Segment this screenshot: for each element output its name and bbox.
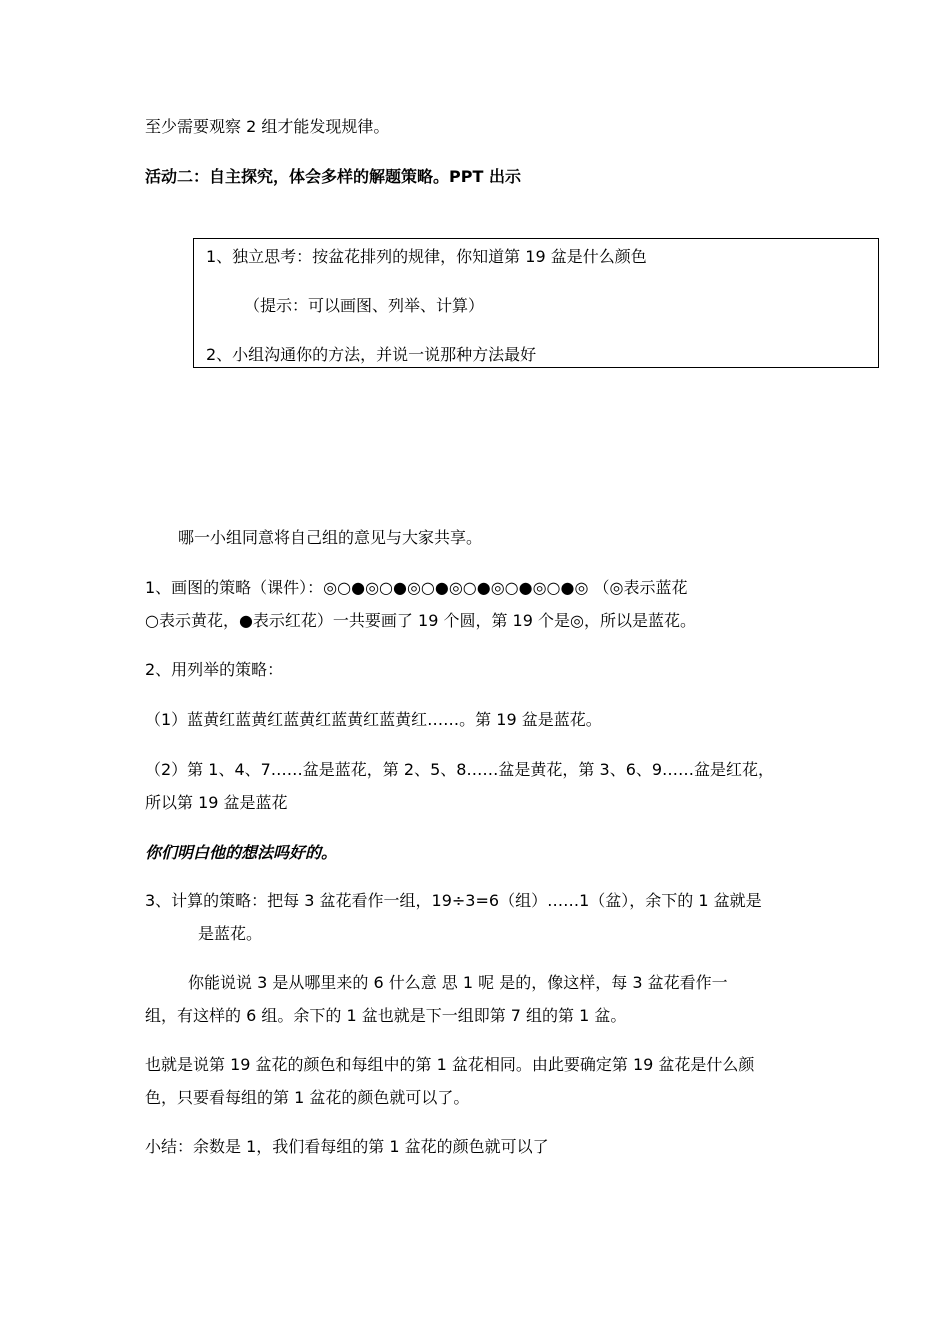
task-box xyxy=(193,238,879,368)
text-draw-strategy-2: ○表示黄花，●表示红花）一共要画了 19 个圆，第 19 个是◎，所以是蓝花。 xyxy=(145,611,696,630)
text-summary: 小结：余数是 1，我们看每组的第 1 盆花的颜色就可以了 xyxy=(145,1137,549,1156)
text-explain-2: 组，有这样的 6 组。余下的 1 盆也就是下一组即第 7 组的第 1 盆。 xyxy=(145,1006,627,1025)
text-calc-strategy-2: 是蓝花。 xyxy=(198,924,263,943)
text-list-strategy-2b: 所以第 19 盆是蓝花 xyxy=(145,793,288,812)
task-item-1: 1、独立思考：按盆花排列的规律，你知道第 19 盆是什么颜色 xyxy=(206,247,647,266)
text-calc-strategy-1: 3、计算的策略：把每 3 盆花看作一组，19÷3=6（组）……1（盆），余下的 1 盆就是 xyxy=(145,891,762,910)
text-share: 哪一小组同意将自己组的意见与大家共享。 xyxy=(178,528,483,547)
text-list-strategy-title: 2、用列举的策略： xyxy=(145,660,284,679)
text-observe-groups: 至少需要观察 2 组才能发现规律。 xyxy=(145,117,390,136)
task-hint: （提示：可以画图、列举、计算） xyxy=(244,296,485,315)
activity-two-heading: 活动二：自主探究，体会多样的解题策略。PPT 出示 xyxy=(145,167,521,186)
text-italic-question: 你们明白他的想法吗好的。 xyxy=(145,843,338,862)
text-draw-strategy-1: 1、画图的策略（课件）：◎○●◎○●◎○●◎○●◎○●◎○●◎ （◎表示蓝花 xyxy=(145,578,688,597)
text-list-strategy-1: （1）蓝黄红蓝黄红蓝黄红蓝黄红蓝黄红……。第 19 盆是蓝花。 xyxy=(145,710,602,729)
task-item-2: 2、小组沟通你的方法，并说一说那种方法最好 xyxy=(206,345,537,364)
text-list-strategy-2a: （2）第 1、4、7……盆是蓝花，第 2、5、8……盆是黄花，第 3、6、9……盆是红花， xyxy=(145,760,775,779)
text-explain-1: 你能说说 3 是从哪里来的 6 什么意 思 1 呢 是的，像这样，每 3 盆花看作一 xyxy=(188,973,728,992)
text-also-1: 也就是说第 19 盆花的颜色和每组中的第 1 盆花相同。由此要确定第 19 盆花是什么颜 xyxy=(145,1055,755,1074)
text-also-2: 色，只要看每组的第 1 盆花的颜色就可以了。 xyxy=(145,1088,470,1107)
